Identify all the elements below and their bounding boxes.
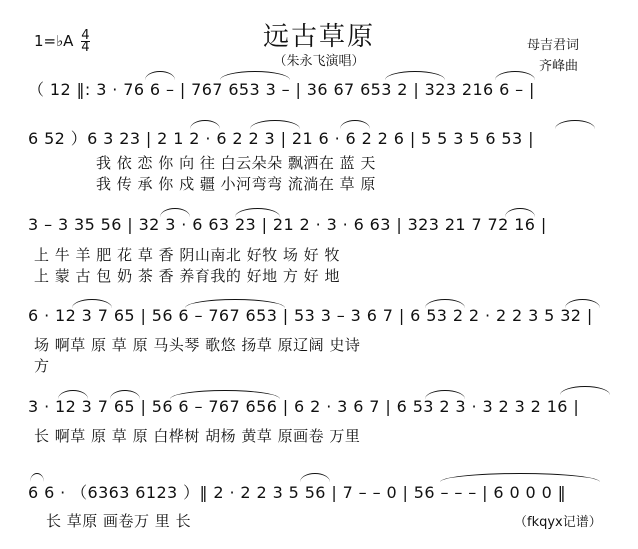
time-signature [81,30,89,53]
score-line-4-lyric-2: 方 [34,357,50,375]
key-label: 1=♭A [34,32,74,50]
transcriber-credit: （fkqyx记谱） [514,515,602,530]
tie-mark [170,390,280,399]
tie-mark [560,386,610,395]
key-signature [34,30,90,53]
score-line-2-lyric-1: 我 依 恋 你 向 往 白云朵朵 飘洒在 蓝 天 [96,154,376,172]
tie-mark [30,473,44,482]
score-line-4-notes: 6 · 12 3 7 65 | 56 6 – 767 653 | 53 3 – 3 6 7 | 6 53 2 2 · 2 2 3 5 32 | [28,306,593,325]
time-bottom: 4 [81,40,90,55]
tie-mark [250,120,300,129]
tie-mark [385,71,445,80]
score-line-6-lyric-1: 长 草原 画卷万 里 长 [46,512,192,530]
tie-mark [565,299,600,308]
lyricist-credit: 母吉君词 [527,38,580,53]
score-line-5-notes: 3 · 12 3 7 65 | 56 6 – 767 656 | 6 2 · 3 6 7 | 6 53 2 3 · 3 2 3 2 16 | [28,397,580,416]
score-line-4-lyric-1: 场 啊草 原 草 原 马头琴 歌悠 扬草 原辽阔 史诗 [34,336,361,354]
tie-mark [340,120,370,129]
tie-mark [110,390,140,399]
score-line-5-lyric-1: 长 啊草 原 草 原 白桦树 胡杨 黄草 原画卷 万里 [34,427,361,445]
tie-mark [190,120,220,129]
tie-mark [235,208,280,217]
score-line-2-lyric-2: 我 传 承 你 戍 疆 小河弯弯 流淌在 草 原 [96,175,376,193]
tie-mark [160,208,190,217]
time-top: 4 [81,28,90,43]
score-line-3-notes: 3 – 3 35 56 | 32 3 · 6 63 23 | 21 2 · 3 · 6 63 | 323 21 7 72 16 | [28,215,547,234]
tie-mark [505,208,535,217]
tie-mark [72,299,112,308]
score-line-2-notes: 6 52 ）6 3 23 | 2 1 2 · 6 2 2 3 | 21 6 · 6 2 2 6 | 5 5 3 5 6 53 | [28,129,534,148]
score-line-6-notes: 6 6 · （6363 6123 ）‖ 2 · 2 2 3 5 56 | 7 – – 0 | 56 – – – | 6 0 0 0 ‖ [28,483,567,502]
composer-credit: 齐峰曲 [539,59,579,74]
score-line-3-lyric-1: 上 牛 羊 肥 花 草 香 阴山南北 好牧 场 好 牧 [34,246,340,264]
tie-mark [555,120,595,129]
tie-mark [58,390,88,399]
score-line-1-notes: （ 12 ‖: 3 · 76 6 – | 767 653 3 – | 36 67 653 2 | 323 216 6 – | [28,80,535,99]
tie-mark [145,71,175,80]
tie-mark [220,71,290,80]
tie-mark [440,473,600,482]
singer-credit: （朱永飞演唱） [273,54,365,69]
tie-mark [425,299,465,308]
score-line-3-lyric-2: 上 蒙 古 包 奶 茶 香 养育我的 好地 方 好 地 [34,267,340,285]
tie-mark [185,299,285,308]
tie-mark [425,390,465,399]
tie-mark [300,473,330,482]
song-title: 远古草原 [262,22,375,52]
tie-mark [495,71,535,80]
